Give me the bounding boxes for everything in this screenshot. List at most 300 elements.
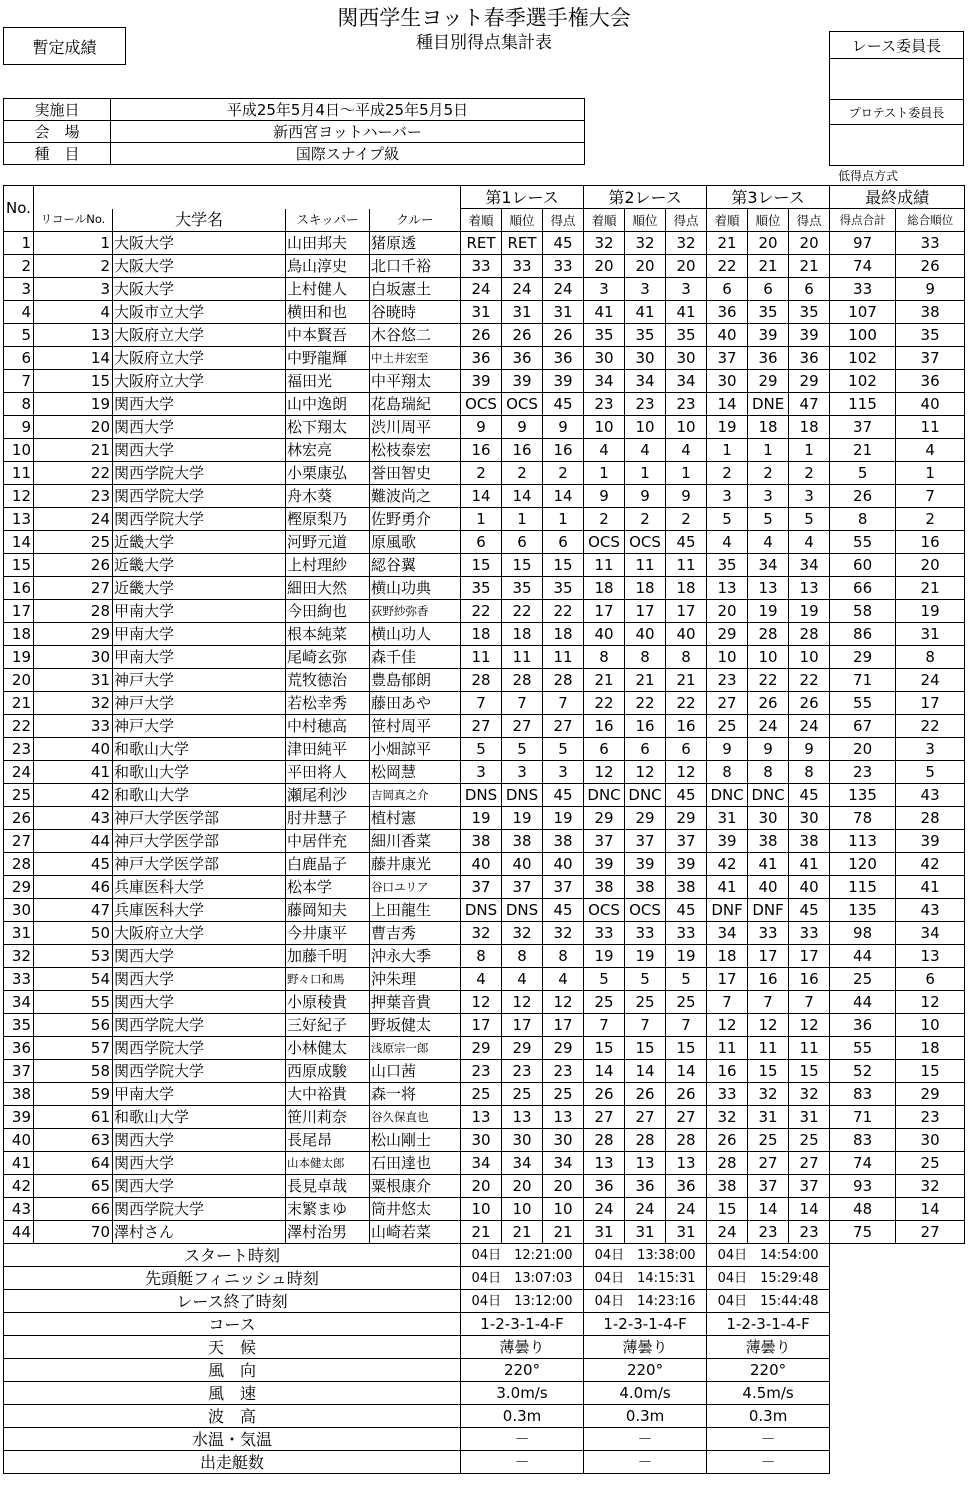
r2-finish: 4	[584, 439, 625, 462]
r3-points: 16	[789, 968, 830, 991]
r1-rank: 17	[502, 1014, 543, 1037]
r2-points: 41	[666, 301, 707, 324]
r3-points: 29	[789, 370, 830, 393]
university: 神戸大学	[113, 669, 286, 692]
r1-rank: 9	[502, 416, 543, 439]
r2-finish: 21	[584, 669, 625, 692]
r2-rank: 23	[625, 393, 666, 416]
overall-rank: 43	[896, 784, 965, 807]
r2-finish: OCS	[584, 531, 625, 554]
r2-points: 29	[666, 807, 707, 830]
total-points: 67	[830, 715, 896, 738]
total-points: 23	[830, 761, 896, 784]
skipper: 今井康平	[286, 922, 370, 945]
r1-rank: DNS	[502, 784, 543, 807]
university: 澤村さん	[113, 1221, 286, 1244]
r1-points: 35	[543, 577, 584, 600]
r3-rank: 34	[748, 554, 789, 577]
skipper: 松下翔太	[286, 416, 370, 439]
recall-no: 27	[34, 577, 113, 600]
r1-rank: 36	[502, 347, 543, 370]
header-row-top	[4, 186, 965, 209]
committee-box	[829, 31, 964, 166]
r1-finish: 3	[461, 761, 502, 784]
r3-finish: DNF	[707, 899, 748, 922]
total-points: 97	[830, 232, 896, 255]
r3-points: 41	[789, 853, 830, 876]
table-row	[4, 439, 965, 462]
r1-finish: 5	[461, 738, 502, 761]
r1-finish: 34	[461, 1152, 502, 1175]
race-chair-label: レース委員長	[830, 32, 963, 59]
blank-cell	[830, 1267, 965, 1290]
r2-points: 22	[666, 692, 707, 715]
crew: 佐野勇介	[370, 508, 461, 531]
r1-points: 26	[543, 324, 584, 347]
total-points: 113	[830, 830, 896, 853]
crew: 押葉音貴	[370, 991, 461, 1014]
r1-finish: 23	[461, 1060, 502, 1083]
r2-points: 40	[666, 623, 707, 646]
university: 和歌山大学	[113, 784, 286, 807]
table-row	[4, 324, 965, 347]
row-no: 14	[4, 531, 34, 554]
r1-rank: 21	[502, 1221, 543, 1244]
r1-points: 18	[543, 623, 584, 646]
university: 関西学院大学	[113, 1037, 286, 1060]
table-row	[4, 554, 965, 577]
r3-rank: 31	[748, 1106, 789, 1129]
row-no: 39	[4, 1106, 34, 1129]
condition-value: 04日 13:12:00	[461, 1290, 584, 1313]
skipper: 小林健太	[286, 1037, 370, 1060]
table-row	[4, 531, 965, 554]
row-no: 36	[4, 1037, 34, 1060]
condition-value: 220°	[707, 1359, 830, 1382]
r2-finish: 34	[584, 370, 625, 393]
university: 神戸大学医学部	[113, 853, 286, 876]
header-recall: リコールNo.	[34, 209, 113, 232]
r2-finish: 13	[584, 1152, 625, 1175]
university: 大阪府立大学	[113, 922, 286, 945]
r3-points: 25	[789, 1129, 830, 1152]
results-table	[3, 185, 965, 1474]
r2-finish: 26	[584, 1083, 625, 1106]
condition-value: 薄曇り	[584, 1336, 707, 1359]
r3-points: 40	[789, 876, 830, 899]
r1-points: 27	[543, 715, 584, 738]
r3-finish: DNC	[707, 784, 748, 807]
r3-points: 27	[789, 1152, 830, 1175]
r2-finish: 31	[584, 1221, 625, 1244]
skipper: 細田大然	[286, 577, 370, 600]
r2-rank: 39	[625, 853, 666, 876]
total-points: 102	[830, 347, 896, 370]
total-points: 83	[830, 1083, 896, 1106]
r3-points: 1	[789, 439, 830, 462]
condition-label: コース	[4, 1313, 461, 1336]
recall-no: 29	[34, 623, 113, 646]
total-points: 83	[830, 1129, 896, 1152]
r2-points: 45	[666, 899, 707, 922]
university: 甲南大学	[113, 600, 286, 623]
condition-label: 波 高	[4, 1405, 461, 1428]
r1-points: 15	[543, 554, 584, 577]
r1-finish: DNS	[461, 784, 502, 807]
r3-finish: 15	[707, 1198, 748, 1221]
row-no: 26	[4, 807, 34, 830]
recall-no: 20	[34, 416, 113, 439]
total-points: 115	[830, 876, 896, 899]
r3-finish: 26	[707, 1129, 748, 1152]
university: 関西大学	[113, 1152, 286, 1175]
skipper: 中村穂高	[286, 715, 370, 738]
row-no: 27	[4, 830, 34, 853]
recall-no: 70	[34, 1221, 113, 1244]
r1-finish: 35	[461, 577, 502, 600]
r2-points: 45	[666, 531, 707, 554]
r2-rank: 37	[625, 830, 666, 853]
r3-rank: 21	[748, 255, 789, 278]
condition-value: －	[461, 1428, 584, 1451]
header-race1: 第1レース	[461, 186, 584, 209]
r2-finish: 11	[584, 554, 625, 577]
blank-cell	[830, 1336, 965, 1359]
r2-rank: 34	[625, 370, 666, 393]
skipper: 瀬尾利沙	[286, 784, 370, 807]
crew: 松岡慧	[370, 761, 461, 784]
r3-rank: 38	[748, 830, 789, 853]
recall-no: 13	[34, 324, 113, 347]
table-row	[4, 1060, 965, 1083]
r3-finish: 30	[707, 370, 748, 393]
r3-points: 18	[789, 416, 830, 439]
row-no: 29	[4, 876, 34, 899]
row-no: 31	[4, 922, 34, 945]
condition-label: 水温・気温	[4, 1428, 461, 1451]
r3-rank: DNE	[748, 393, 789, 416]
provisional-badge: 暫定成績	[3, 27, 126, 65]
row-no: 18	[4, 623, 34, 646]
overall-rank: 12	[896, 991, 965, 1014]
table-row	[4, 1083, 965, 1106]
skipper: 樫原梨乃	[286, 508, 370, 531]
university: 関西学院大学	[113, 508, 286, 531]
condition-value: 220°	[461, 1359, 584, 1382]
university: 神戸大学	[113, 692, 286, 715]
university: 和歌山大学	[113, 1106, 286, 1129]
condition-value: 1-2-3-1-4-F	[707, 1313, 830, 1336]
row-no: 42	[4, 1175, 34, 1198]
overall-rank: 22	[896, 715, 965, 738]
r1-rank: 11	[502, 646, 543, 669]
r1-finish: 12	[461, 991, 502, 1014]
r1-points: 37	[543, 876, 584, 899]
r3-finish: 34	[707, 922, 748, 945]
r1-points: 5	[543, 738, 584, 761]
r1-finish: 18	[461, 623, 502, 646]
crew: 豊島郁朗	[370, 669, 461, 692]
condition-row	[4, 1428, 965, 1451]
skipper: 山中逸朗	[286, 393, 370, 416]
r3-finish: 31	[707, 807, 748, 830]
info-row-class	[4, 143, 585, 165]
skipper: 上村理紗	[286, 554, 370, 577]
skipper: 上村健人	[286, 278, 370, 301]
r3-finish: 33	[707, 1083, 748, 1106]
r2-points: 10	[666, 416, 707, 439]
header-race2: 第2レース	[584, 186, 707, 209]
table-row	[4, 1037, 965, 1060]
r1-rank: 33	[502, 255, 543, 278]
table-row	[4, 347, 965, 370]
condition-value: －	[584, 1428, 707, 1451]
r3-rank: 41	[748, 853, 789, 876]
row-no: 13	[4, 508, 34, 531]
crew: 難波尚之	[370, 485, 461, 508]
university: 関西学院大学	[113, 1060, 286, 1083]
row-no: 17	[4, 600, 34, 623]
r1-finish: 10	[461, 1198, 502, 1221]
r1-finish: 38	[461, 830, 502, 853]
r2-rank: 33	[625, 922, 666, 945]
table-row	[4, 1175, 965, 1198]
overall-rank: 37	[896, 347, 965, 370]
r2-rank: 40	[625, 623, 666, 646]
total-points: 37	[830, 416, 896, 439]
r1-rank: 23	[502, 1060, 543, 1083]
r2-finish: 25	[584, 991, 625, 1014]
total-points: 44	[830, 991, 896, 1014]
r2-finish: 3	[584, 278, 625, 301]
condition-row	[4, 1359, 965, 1382]
r1-rank: 16	[502, 439, 543, 462]
r2-rank: 18	[625, 577, 666, 600]
blank-cell	[830, 1313, 965, 1336]
skipper: 小栗康弘	[286, 462, 370, 485]
r1-points: 6	[543, 531, 584, 554]
r2-points: 5	[666, 968, 707, 991]
total-points: 86	[830, 623, 896, 646]
total-points: 55	[830, 1037, 896, 1060]
r1-rank: DNS	[502, 899, 543, 922]
condition-row	[4, 1267, 965, 1290]
condition-value: 04日 13:07:03	[461, 1267, 584, 1290]
page-subtitle: 種目別得点集計表	[416, 33, 552, 53]
r1-points: 9	[543, 416, 584, 439]
r3-finish: 39	[707, 830, 748, 853]
row-no: 12	[4, 485, 34, 508]
header-rank: 順位	[748, 209, 789, 232]
r2-points: 39	[666, 853, 707, 876]
r2-rank: 38	[625, 876, 666, 899]
r1-points: 36	[543, 347, 584, 370]
r3-points: 47	[789, 393, 830, 416]
row-no: 28	[4, 853, 34, 876]
r3-points: 35	[789, 301, 830, 324]
table-row	[4, 370, 965, 393]
university: 大阪大学	[113, 232, 286, 255]
recall-no: 47	[34, 899, 113, 922]
table-row	[4, 255, 965, 278]
condition-value: －	[461, 1451, 584, 1474]
r1-points: 21	[543, 1221, 584, 1244]
crew: 粟根康介	[370, 1175, 461, 1198]
r1-points: 28	[543, 669, 584, 692]
r2-rank: 21	[625, 669, 666, 692]
r3-rank: 40	[748, 876, 789, 899]
blank-cell	[830, 1359, 965, 1382]
skipper: 澤村治男	[286, 1221, 370, 1244]
overall-rank: 29	[896, 1083, 965, 1106]
overall-rank: 16	[896, 531, 965, 554]
r2-points: 28	[666, 1129, 707, 1152]
r2-rank: OCS	[625, 899, 666, 922]
total-points: 74	[830, 1152, 896, 1175]
r1-finish: 4	[461, 968, 502, 991]
blank-cell	[830, 1428, 965, 1451]
university: 関西学院大学	[113, 1198, 286, 1221]
r3-rank: 6	[748, 278, 789, 301]
overall-rank: 25	[896, 1152, 965, 1175]
r2-rank: 1	[625, 462, 666, 485]
r3-points: 4	[789, 531, 830, 554]
crew: 曹吉秀	[370, 922, 461, 945]
r2-finish: 14	[584, 1060, 625, 1083]
overall-rank: 7	[896, 485, 965, 508]
condition-row	[4, 1313, 965, 1336]
r1-finish: 14	[461, 485, 502, 508]
skipper: 河野元道	[286, 531, 370, 554]
row-no: 10	[4, 439, 34, 462]
r3-rank: DNF	[748, 899, 789, 922]
crew: 山崎若菜	[370, 1221, 461, 1244]
r1-finish: 17	[461, 1014, 502, 1037]
university: 関西大学	[113, 439, 286, 462]
condition-value: 3.0m/s	[461, 1382, 584, 1405]
r1-rank: 34	[502, 1152, 543, 1175]
r3-finish: 35	[707, 554, 748, 577]
r1-finish: RET	[461, 232, 502, 255]
university: 神戸大学医学部	[113, 830, 286, 853]
recall-no: 33	[34, 715, 113, 738]
row-no: 7	[4, 370, 34, 393]
crew: 沖永大季	[370, 945, 461, 968]
r2-finish: 27	[584, 1106, 625, 1129]
r2-finish: 30	[584, 347, 625, 370]
condition-value: 0.3m	[707, 1405, 830, 1428]
condition-value: 04日 12:21:00	[461, 1244, 584, 1267]
r3-points: 37	[789, 1175, 830, 1198]
r2-rank: 8	[625, 646, 666, 669]
r3-points: 3	[789, 485, 830, 508]
overall-rank: 4	[896, 439, 965, 462]
r3-finish: 23	[707, 669, 748, 692]
r3-points: 21	[789, 255, 830, 278]
skipper: 中本賢吾	[286, 324, 370, 347]
r3-finish: 27	[707, 692, 748, 715]
condition-label: 先頭艇フィニッシュ時刻	[4, 1267, 461, 1290]
r1-points: 23	[543, 1060, 584, 1083]
overall-rank: 13	[896, 945, 965, 968]
recall-no: 25	[34, 531, 113, 554]
header-finish: 着順	[707, 209, 748, 232]
r2-points: 13	[666, 1152, 707, 1175]
total-points: 78	[830, 807, 896, 830]
recall-no: 41	[34, 761, 113, 784]
header-crew: クルー	[370, 209, 461, 232]
recall-no: 31	[34, 669, 113, 692]
r3-rank: 3	[748, 485, 789, 508]
table-row	[4, 876, 965, 899]
r3-finish: 4	[707, 531, 748, 554]
r3-rank: 13	[748, 577, 789, 600]
r1-finish: 2	[461, 462, 502, 485]
r3-finish: 3	[707, 485, 748, 508]
condition-value: 4.0m/s	[584, 1382, 707, 1405]
overall-rank: 23	[896, 1106, 965, 1129]
row-no: 25	[4, 784, 34, 807]
r3-rank: 4	[748, 531, 789, 554]
condition-value: 04日 13:38:00	[584, 1244, 707, 1267]
r1-finish: OCS	[461, 393, 502, 416]
overall-rank: 2	[896, 508, 965, 531]
crew: 沖朱理	[370, 968, 461, 991]
header-finish: 着順	[461, 209, 502, 232]
r1-finish: 33	[461, 255, 502, 278]
r2-points: 45	[666, 784, 707, 807]
table-row	[4, 830, 965, 853]
r2-points: 24	[666, 1198, 707, 1221]
crew: 石田達也	[370, 1152, 461, 1175]
r3-points: 36	[789, 347, 830, 370]
skipper: 野々口和馬	[286, 968, 370, 991]
r3-finish: 6	[707, 278, 748, 301]
crew: 中土井宏至	[370, 347, 461, 370]
r1-finish: 26	[461, 324, 502, 347]
r3-finish: 9	[707, 738, 748, 761]
university: 大阪大学	[113, 278, 286, 301]
university: 関西大学	[113, 991, 286, 1014]
r3-finish: 22	[707, 255, 748, 278]
overall-rank: 40	[896, 393, 965, 416]
university: 大阪大学	[113, 255, 286, 278]
blank-cell	[830, 1451, 965, 1474]
r1-finish: 8	[461, 945, 502, 968]
row-no: 44	[4, 1221, 34, 1244]
skipper: 鳥山淳史	[286, 255, 370, 278]
r1-finish: 40	[461, 853, 502, 876]
crew: 吉岡真之介	[370, 784, 461, 807]
recall-no: 28	[34, 600, 113, 623]
recall-no: 40	[34, 738, 113, 761]
r3-points: 45	[789, 784, 830, 807]
total-points: 107	[830, 301, 896, 324]
r3-points: 2	[789, 462, 830, 485]
recall-no: 64	[34, 1152, 113, 1175]
row-no: 43	[4, 1198, 34, 1221]
r1-points: 14	[543, 485, 584, 508]
r1-rank: 28	[502, 669, 543, 692]
overall-rank: 8	[896, 646, 965, 669]
table-row	[4, 278, 965, 301]
university: 大阪府立大学	[113, 370, 286, 393]
info-value: 平成25年5月4日～平成25年5月5日	[111, 99, 585, 121]
r1-points: 19	[543, 807, 584, 830]
row-no: 19	[4, 646, 34, 669]
crew: 木谷悠二	[370, 324, 461, 347]
overall-rank: 43	[896, 899, 965, 922]
